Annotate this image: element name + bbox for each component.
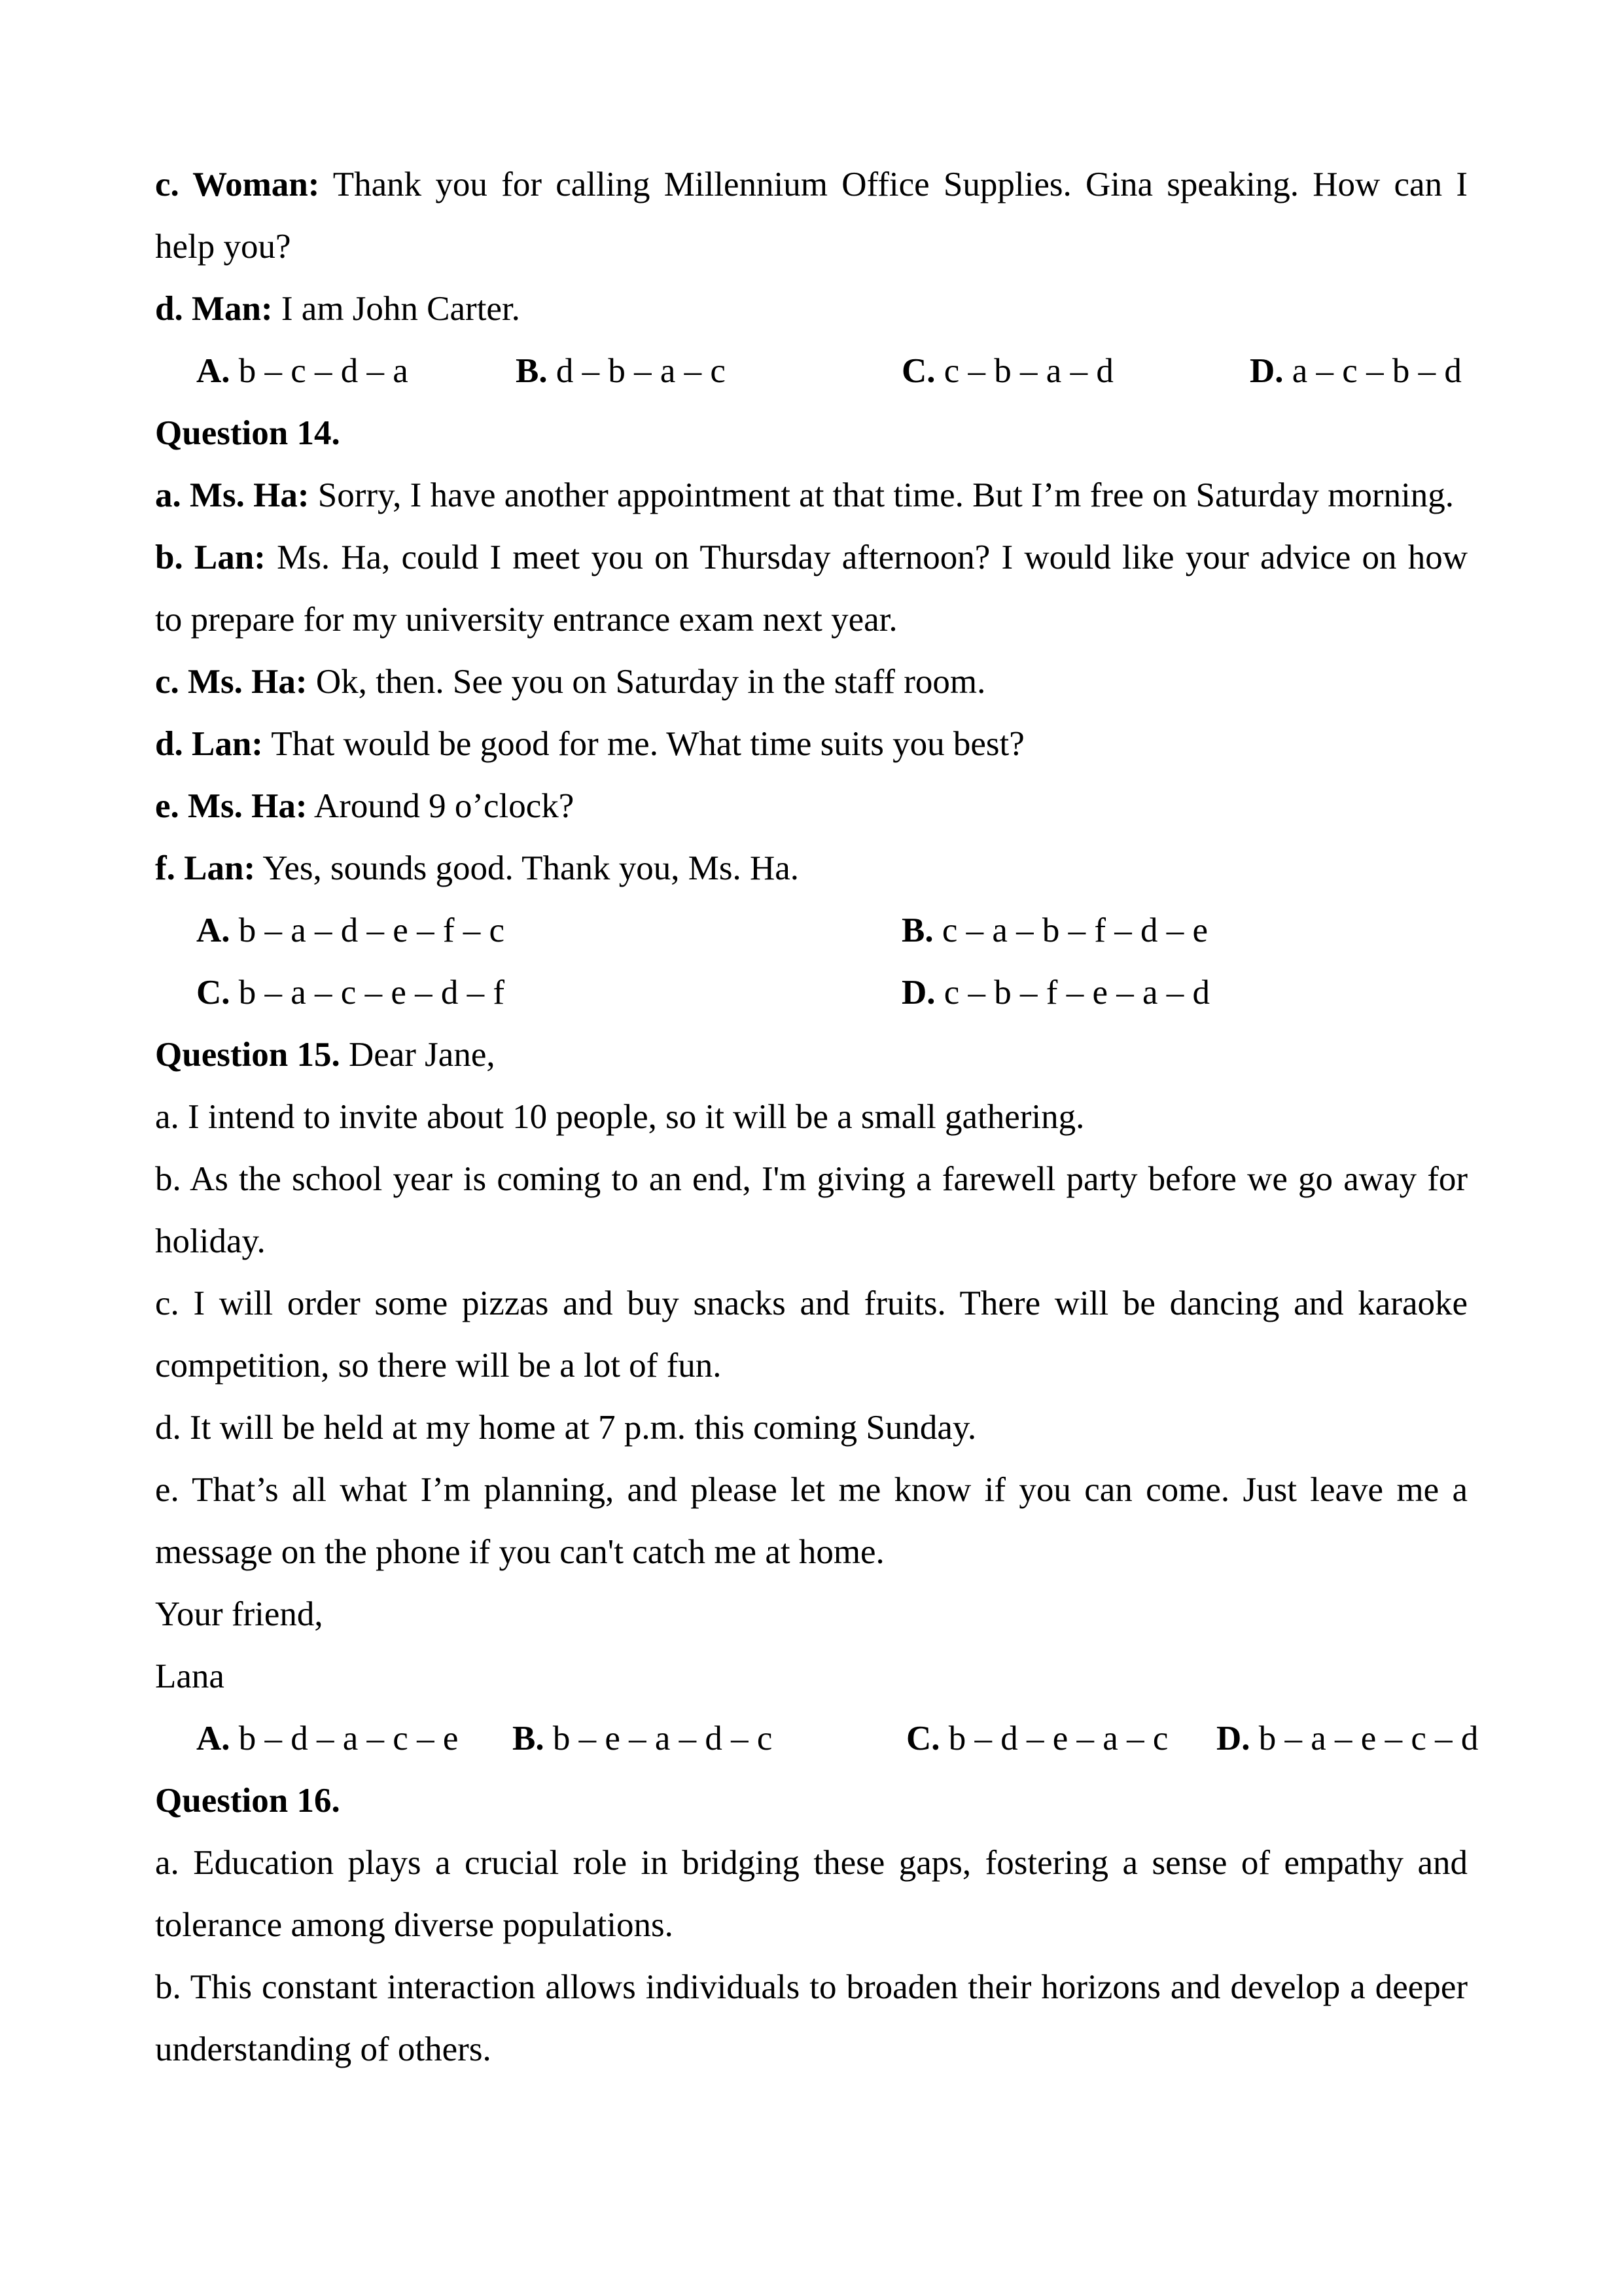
dialogue-line-c-ms-ha — [155, 651, 1468, 713]
option-letter: B. — [902, 911, 934, 949]
letter-sentence-c-cont — [155, 1335, 1468, 1397]
line-text: holiday. — [155, 1222, 266, 1260]
line-text: c. I will order some pizzas and buy snacks and fruits. There will be dancing and karaoke — [155, 1284, 1468, 1322]
dialogue-line-f-lan — [155, 838, 1468, 900]
option-sequence: b – a – c – e – d – f — [230, 974, 505, 1012]
dialogue-line-e-ms-ha — [155, 775, 1468, 838]
line-text: Sorry, I have another appointment at that time. But I’m free on Saturday morning. — [309, 476, 1455, 514]
statement-a — [155, 1832, 1468, 1894]
option-sequence: b – c – d – a — [230, 352, 408, 390]
option-b — [902, 900, 1208, 962]
option-c — [196, 962, 504, 1024]
option-sequence: b – a – d – e – f – c — [230, 911, 505, 949]
letter-sentence-d — [155, 1397, 1468, 1459]
line-text: d. It will be held at my home at 7 p.m. this coming Sunday. — [155, 1409, 977, 1447]
option-sequence: c – a – b – f – d – e — [933, 911, 1209, 949]
option-letter: A. — [196, 911, 230, 949]
statement-b-cont — [155, 2019, 1468, 2081]
option-letter: A. — [196, 352, 230, 390]
question-heading-15 — [155, 1024, 1468, 1086]
line-text: competition, so there will be a lot of fun. — [155, 1347, 722, 1385]
option-sequence: b – a – e – c – d — [1250, 1720, 1479, 1757]
answer-options-q14-row2 — [155, 962, 1468, 1024]
line-text: b. This constant interaction allows individuals to broaden their horizons and develop a deeper — [155, 1968, 1468, 2006]
line-text: I am John Carter. — [272, 290, 520, 328]
line-text: a. I intend to invite about 10 people, so it will be a small gathering. — [155, 1098, 1085, 1136]
letter-sentence-e-cont — [155, 1521, 1468, 1583]
answer-options-q14-row1 — [155, 900, 1468, 962]
speaker-label: d. Lan: — [155, 725, 263, 763]
answer-options-q13 — [155, 340, 1468, 402]
statement-b — [155, 1956, 1468, 2019]
speaker-label: d. Man: — [155, 290, 273, 328]
option-sequence: c – b – f – e – a – d — [935, 974, 1210, 1012]
letter-sentence-c — [155, 1273, 1468, 1335]
speaker-label: c. Ms. Ha: — [155, 663, 308, 701]
option-letter: D. — [1216, 1720, 1250, 1757]
option-letter: C. — [906, 1720, 940, 1757]
letter-sentence-e — [155, 1459, 1468, 1521]
option-letter: A. — [196, 1720, 230, 1757]
option-letter: C. — [196, 974, 230, 1012]
line-text: Ok, then. See you on Saturday in the staff room. — [307, 663, 986, 701]
line-text: Ms. Ha, could I meet you on Thursday afternoon? I would like your advice on how — [265, 539, 1468, 576]
option-sequence: b – d – e – a – c — [940, 1720, 1169, 1757]
line-text: Around 9 o’clock? — [307, 787, 574, 825]
question-heading-14 — [155, 402, 1468, 465]
option-letter: C. — [902, 352, 936, 390]
letter-sentence-b — [155, 1148, 1468, 1210]
letter-signature — [155, 1646, 1468, 1708]
line-text: That would be good for me. What time suits you best? — [262, 725, 1025, 763]
dialogue-line-b-lan-cont — [155, 589, 1468, 651]
option-sequence: d – b – a – c — [547, 352, 726, 390]
option-letter: D. — [902, 974, 936, 1012]
dialogue-line-c-woman-cont — [155, 216, 1468, 278]
line-text: Yes, sounds good. Thank you, Ms. Ha. — [255, 849, 800, 887]
line-text: e. That’s all what I’m planning, and please let me know if you can come. Just leave me a — [155, 1471, 1468, 1509]
line-text: help you? — [155, 228, 291, 266]
letter-salutation: Dear Jane, — [340, 1036, 495, 1074]
option-d — [1216, 1708, 1478, 1770]
speaker-label: f. Lan: — [155, 849, 256, 887]
option-sequence: b – e – a – d – c — [544, 1720, 773, 1757]
letter-sentence-b-cont — [155, 1210, 1468, 1273]
speaker-label: a. Ms. Ha: — [155, 476, 309, 514]
option-a — [196, 340, 408, 402]
option-d — [902, 962, 1210, 1024]
line-text: understanding of others. — [155, 2030, 491, 2068]
question-number: Question 16. — [155, 1782, 340, 1820]
line-text: message on the phone if you can't catch me at home. — [155, 1533, 885, 1571]
line-text: b. As the school year is coming to an end, I'm giving a farewell party before we go away for — [155, 1160, 1468, 1198]
question-number: Question 15. — [155, 1036, 340, 1074]
option-c — [906, 1708, 1168, 1770]
line-text: Lana — [155, 1657, 224, 1695]
dialogue-line-d-man — [155, 278, 1468, 340]
option-c — [902, 340, 1114, 402]
statement-a-cont — [155, 1894, 1468, 1956]
letter-sentence-a — [155, 1086, 1468, 1148]
option-d — [1250, 340, 1462, 402]
line-text: a. Education plays a crucial role in bridging these gaps, fostering a sense of empathy and — [155, 1844, 1468, 1882]
dialogue-line-b-lan — [155, 527, 1468, 589]
speaker-label: c. Woman: — [155, 166, 320, 203]
option-sequence: b – d – a – c – e — [230, 1720, 459, 1757]
line-text: to prepare for my university entrance exam next year. — [155, 601, 898, 639]
dialogue-line-a-ms-ha — [155, 465, 1468, 527]
line-text: Thank you for calling Millennium Office Supplies. Gina speaking. How can I — [319, 166, 1468, 203]
option-letter: B. — [516, 352, 548, 390]
line-text: Your friend, — [155, 1595, 323, 1633]
dialogue-line-d-lan — [155, 713, 1468, 775]
question-heading-16 — [155, 1770, 1468, 1832]
option-sequence: a – c – b – d — [1283, 352, 1462, 390]
speaker-label: e. Ms. Ha: — [155, 787, 308, 825]
option-a — [196, 1708, 458, 1770]
option-a — [196, 900, 504, 962]
line-text: tolerance among diverse populations. — [155, 1906, 673, 1944]
option-letter: B. — [512, 1720, 544, 1757]
option-letter: D. — [1250, 352, 1284, 390]
speaker-label: b. Lan: — [155, 539, 266, 576]
letter-closing — [155, 1583, 1468, 1646]
option-b — [516, 340, 726, 402]
answer-options-q15 — [155, 1708, 1479, 1770]
option-sequence: c – b – a – d — [935, 352, 1114, 390]
question-number: Question 14. — [155, 414, 340, 452]
dialogue-line-c-woman — [155, 154, 1468, 216]
option-b — [512, 1708, 772, 1770]
